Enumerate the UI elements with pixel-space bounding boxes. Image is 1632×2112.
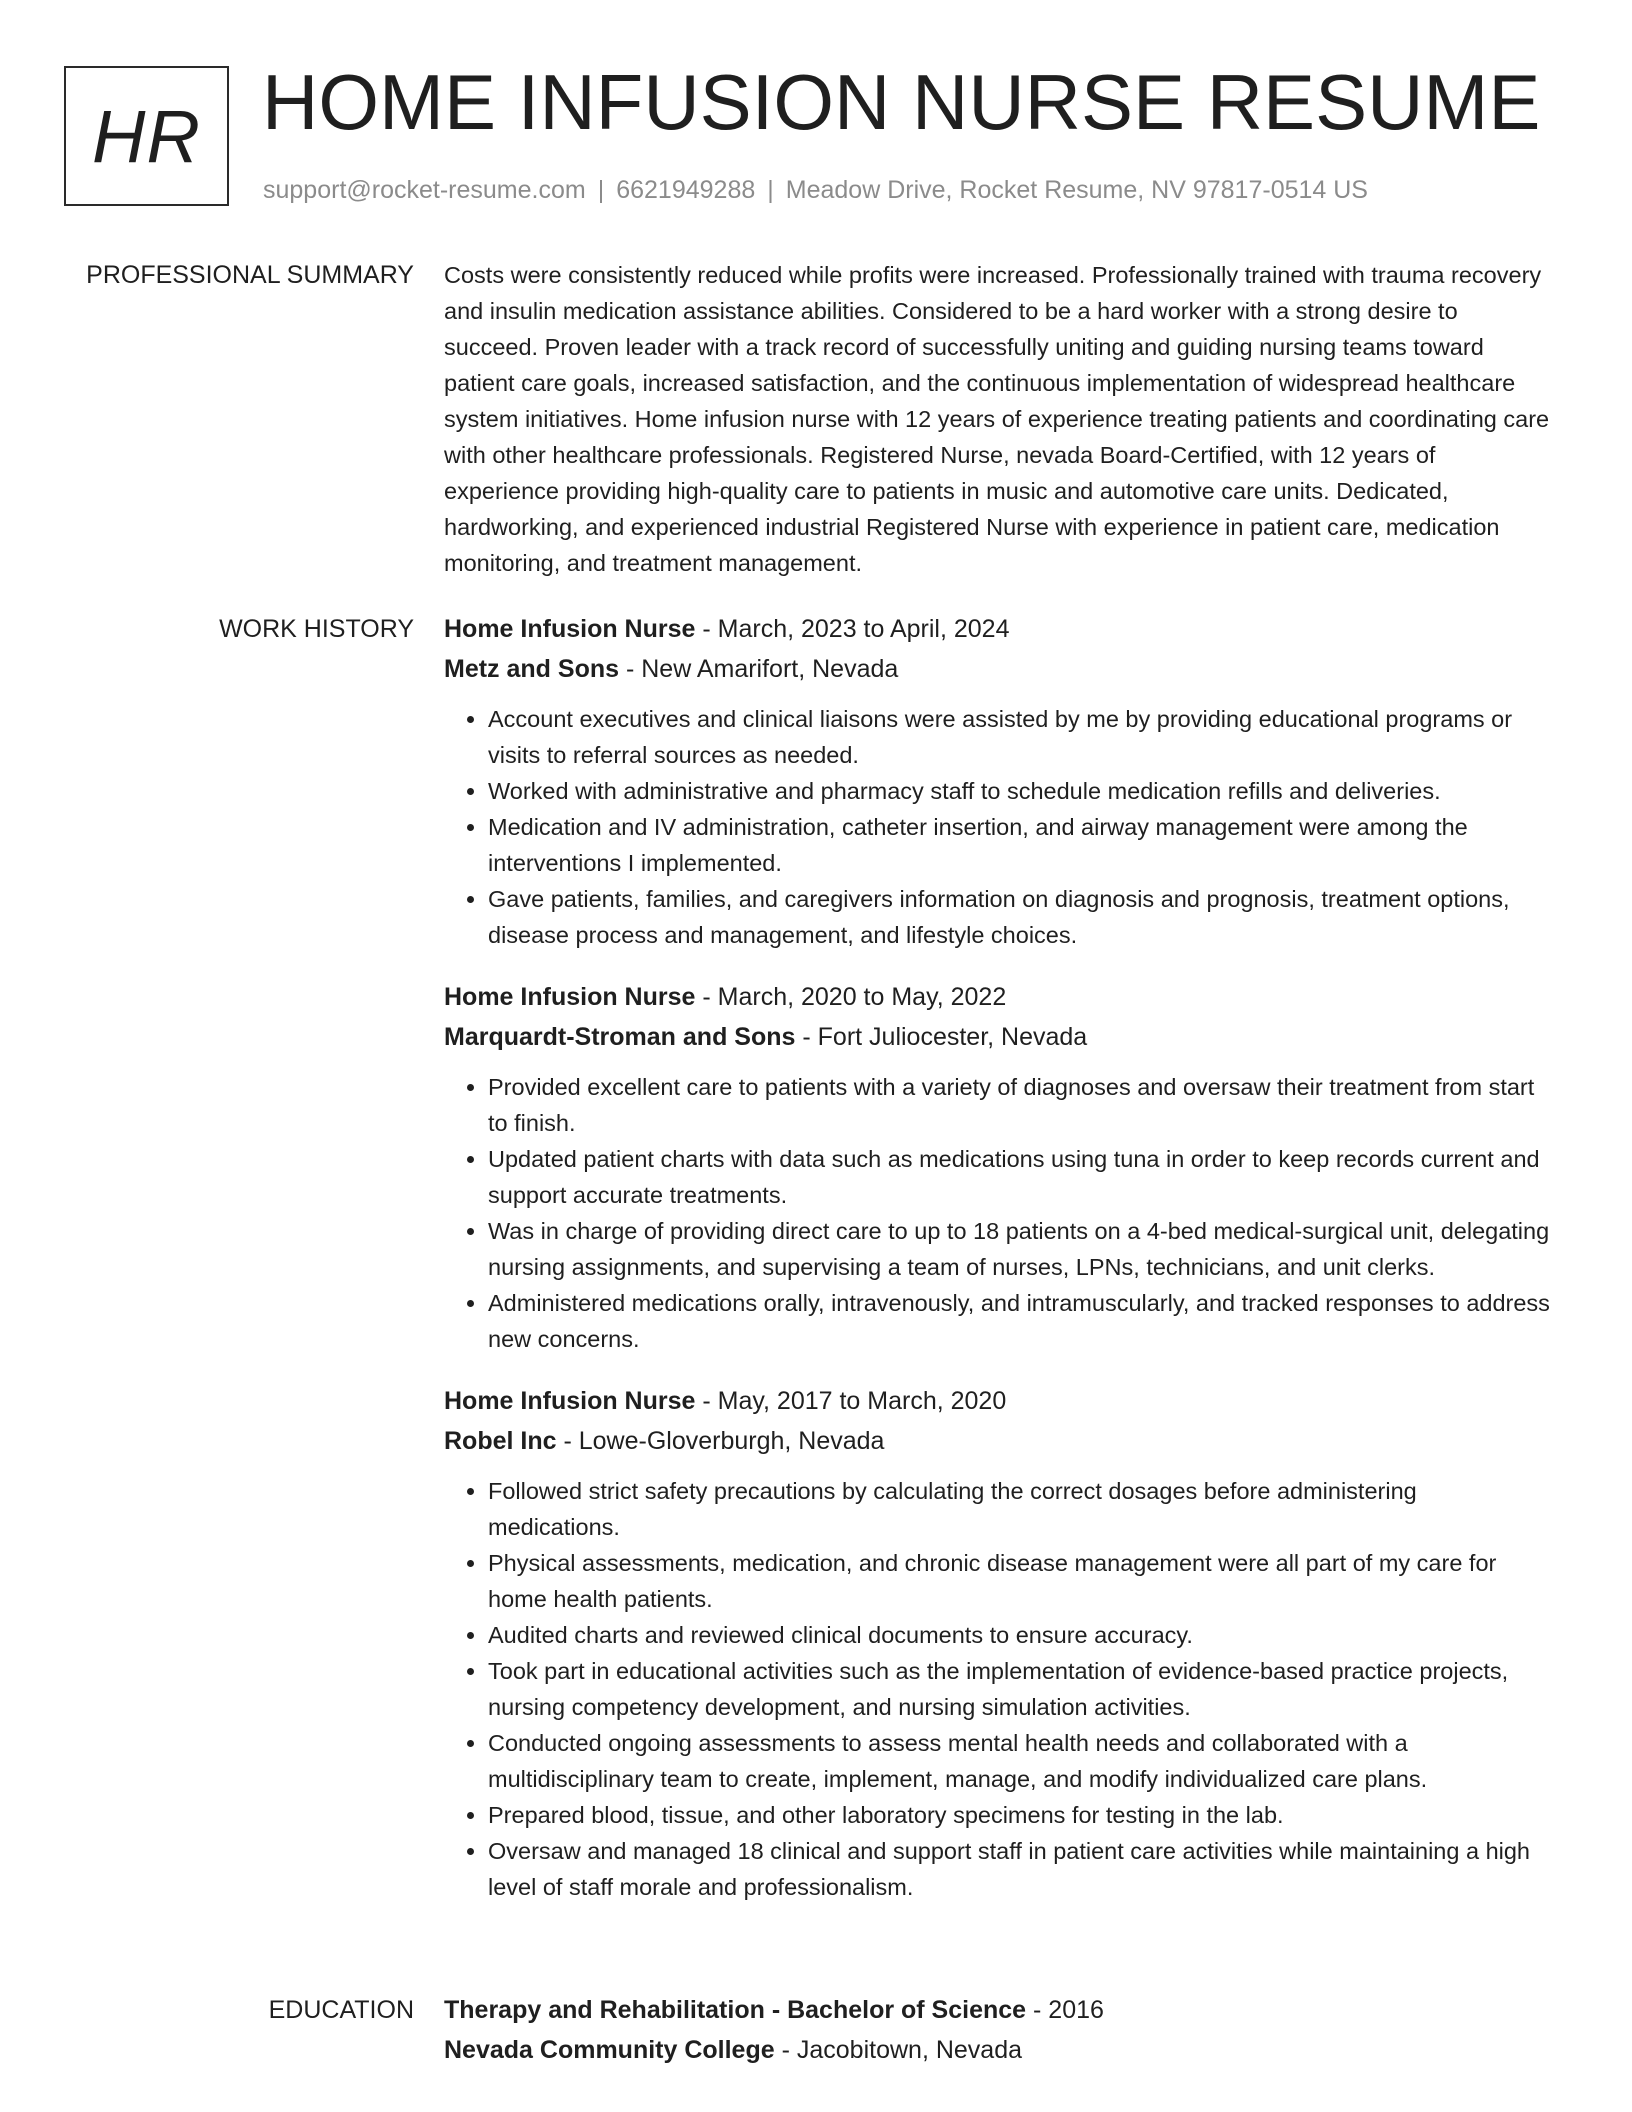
job-bullet: • Was in charge of providing direct care to up to 18 patients on a 4-bed medical-surgical unit, delegating nursing assignments, and supervising a team of nurses, LPNs, technicians, and unit clerks.	[488, 1213, 1554, 1285]
job-company: Metz and Sons	[444, 655, 620, 683]
job-bullet: • Medication and IV administration, catheter insertion, and airway management were among the interventions I implemented.	[488, 809, 1554, 881]
education-content	[444, 1990, 1554, 2070]
job-entry	[444, 1381, 1554, 1905]
job-company-line	[444, 1421, 1554, 1461]
job-dates: - March, 2023 to April, 2024	[702, 615, 1010, 643]
summary-content	[444, 257, 1554, 581]
summary-label: PROFESSIONAL SUMMARY	[86, 261, 414, 289]
job-title: Home Infusion Nurse	[444, 1387, 696, 1415]
monogram-initials: HR	[92, 94, 201, 178]
work-history-label: WORK HISTORY	[219, 615, 414, 643]
job-bullet: • Worked with administrative and pharmacy staff to schedule medication refills and deliveries.	[488, 773, 1554, 809]
job-location: - Lowe-Gloverburgh, Nevada	[563, 1427, 885, 1455]
contact-email: support@rocket-resume.com	[263, 176, 586, 204]
job-bullet: • Physical assessments, medication, and chronic disease management were all part of my care for home health patients.	[488, 1545, 1554, 1617]
contact-phone: 6621949288	[616, 176, 756, 204]
job-location: - New Amarifort, Nevada	[625, 655, 899, 683]
job-dates: - May, 2017 to March, 2020	[702, 1387, 1007, 1415]
job-title: Home Infusion Nurse	[444, 615, 696, 643]
job-title-line	[444, 1381, 1554, 1421]
job-company-line	[444, 1017, 1554, 1057]
job-bullet: • Updated patient charts with data such as medications using tuna in order to keep records current and support accurate treatments.	[488, 1141, 1554, 1213]
monogram-box	[64, 66, 229, 206]
job-bullet: • Took part in educational activities such as the implementation of evidence-based practice projects, nursing competency development, and nursing simulation activities.	[488, 1653, 1554, 1725]
job-bullets	[444, 1473, 1554, 1905]
job-company: Marquardt-Stroman and Sons	[444, 1023, 796, 1051]
job-location: - Fort Juliocester, Nevada	[802, 1023, 1088, 1051]
education-degree: Therapy and Rehabilitation - Bachelor of Science	[444, 1996, 1027, 2024]
job-bullet: • Followed strict safety precautions by calculating the correct dosages before administering medications.	[488, 1473, 1554, 1545]
education-school: Nevada Community College	[444, 2036, 775, 2064]
job-bullet: • Account executives and clinical liaisons were assisted by me by providing educational programs or visits to referral sources as needed.	[488, 701, 1554, 773]
job-bullet: • Audited charts and reviewed clinical documents to ensure accuracy.	[488, 1617, 1554, 1653]
education-school-line	[444, 2030, 1554, 2070]
job-dates: - March, 2020 to May, 2022	[702, 983, 1007, 1011]
education-label: EDUCATION	[268, 1996, 414, 2024]
job-entry	[444, 609, 1554, 953]
job-bullets	[444, 1069, 1554, 1357]
job-bullet: • Conducted ongoing assessments to assess mental health needs and collaborated with a multidisciplinary team to create, implement, manage, and modify individualized care plans.	[488, 1725, 1554, 1797]
summary-text: Costs were consistently reduced while profits were increased. Professionally trained with trauma recovery and insulin medication assistance abilities. Considered to be a hard worker with a strong desire to succeed. Proven leader with a track record of successfully uniting and guiding nursing teams toward patient care goals, increased satisfaction, and the continuous implementation of widespread healthcare system initiatives. Home infusion nurse with 12 years of experience treating patients and coordinating care with other healthcare professionals. Registered Nurse, nevada Board-Certified, with 12 years of experience providing high-quality care to patients in music and automotive care units. Dedicated, hardworking, and experienced industrial Registered Nurse with experience in patient care, medication monitoring, and treatment management.	[444, 262, 1550, 576]
job-bullet: • Prepared blood, tissue, and other laboratory specimens for testing in the lab.	[488, 1797, 1554, 1833]
job-company-line	[444, 649, 1554, 689]
job-bullet: • Gave patients, families, and caregivers information on diagnosis and prognosis, treatment options, disease process and management, and lifestyle choices.	[488, 881, 1554, 953]
job-bullet: • Provided excellent care to patients with a variety of diagnoses and oversaw their treatment from start to finish.	[488, 1069, 1554, 1141]
contact-address: Meadow Drive, Rocket Resume, NV 97817-0514 US	[785, 176, 1368, 204]
education-location: - Jacobitown, Nevada	[781, 2036, 1022, 2064]
education-degree-line	[444, 1990, 1554, 2030]
job-title-line	[444, 977, 1554, 1017]
job-bullet: • Administered medications orally, intravenously, and intramuscularly, and tracked responses to address new concerns.	[488, 1285, 1554, 1357]
job-title: Home Infusion Nurse	[444, 983, 696, 1011]
job-company: Robel Inc	[444, 1427, 557, 1455]
contact-separator: |	[597, 176, 605, 204]
job-entry	[444, 977, 1554, 1357]
contact-line	[263, 174, 1368, 206]
contact-separator: |	[767, 176, 774, 204]
education-year: - 2016	[1033, 1996, 1104, 2024]
job-bullets	[444, 701, 1554, 953]
job-bullet: • Oversaw and managed 18 clinical and support staff in patient care activities while maintaining a high level of staff morale and professionalism.	[488, 1833, 1554, 1905]
resume-title: HOME INFUSION NURSE RESUME	[262, 58, 1541, 146]
work-history-content	[444, 609, 1554, 1929]
job-title-line	[444, 609, 1554, 649]
